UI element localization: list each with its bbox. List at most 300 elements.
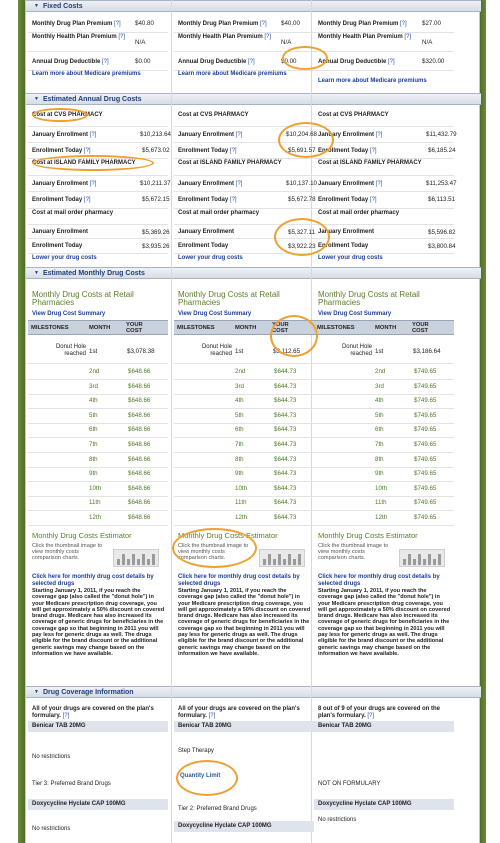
island-january-value: $10,211.37 <box>140 180 171 187</box>
cvs-today-value: $5,673.02 <box>142 147 170 154</box>
row-divider <box>174 423 314 424</box>
fixed-cost-value: $0.00 <box>281 58 297 65</box>
month-cell: 7th <box>375 441 384 448</box>
cost-cell: $749.65 <box>414 514 437 521</box>
help-icon[interactable]: [?] <box>114 21 121 27</box>
label-text: Monthly Health Plan Premium <box>32 34 119 40</box>
row-divider <box>28 437 168 438</box>
mail-january-value: $5,369.26 <box>142 229 170 236</box>
restriction-text: No restrictions <box>318 817 357 823</box>
cost-cell: $749.65 <box>414 397 437 405</box>
row-divider <box>314 363 454 364</box>
right-green-border <box>480 0 500 843</box>
highlight-oval <box>32 108 88 122</box>
january-enrollment-label: January Enrollment <box>32 229 89 235</box>
row-divider <box>28 126 168 127</box>
row-divider <box>28 363 168 364</box>
donut-hole-label: Donut Hole reached <box>341 344 372 357</box>
fixed-cost-label <box>32 55 109 68</box>
row-divider <box>174 158 314 159</box>
month-cell: 8th <box>375 455 384 463</box>
coverage-summary-text: All of your drugs are covered on the plan's formulary. <box>32 706 154 719</box>
help-icon[interactable]: [?] <box>369 197 377 203</box>
health-plan-premium-label <box>318 34 416 41</box>
cost-cell: $648.66 <box>128 484 151 492</box>
monthly-costs-header[interactable] <box>26 267 481 279</box>
enrollment-today-label-text: Enrollment Today <box>318 197 370 203</box>
month-cell: 4th <box>235 397 244 405</box>
cvs-pharmacy-label: Cost at CVS PHARMACY <box>318 112 389 118</box>
label-text: Monthly Health Plan Premium <box>318 34 405 40</box>
island-pharmacy-label: Cost at ISLAND FAMILY PHARMACY <box>32 160 136 166</box>
month-cell: 1st <box>235 348 244 355</box>
your-cost-header: YOUR COST <box>412 322 429 334</box>
restriction-text: No restrictions <box>32 754 71 760</box>
help-icon[interactable]: [?] <box>264 34 272 40</box>
row-divider <box>314 158 454 159</box>
coverage-summary-text: 8 out of 9 of your drugs are covered on the plan's formulary. <box>318 706 441 719</box>
highlight-oval <box>274 218 330 256</box>
view-drug-cost-summary-link[interactable]: View Drug Cost Summary <box>318 311 392 317</box>
fixed-cost-label-text: Monthly Drug Plan Premium <box>178 21 261 27</box>
tier-text: NOT ON FORMULARY <box>318 781 381 787</box>
month-cell: 4th <box>89 397 98 405</box>
row-divider <box>174 467 314 468</box>
row-divider <box>28 253 168 254</box>
cvs-january-value: $10,213.64 <box>140 131 171 138</box>
fixed-cost-label-text: Annual Drug Deductible <box>32 59 103 65</box>
fixed-cost-label <box>178 17 267 30</box>
month-cell: 2nd <box>375 368 386 375</box>
cost-cell: $3,186.64 <box>413 348 441 355</box>
row-divider <box>314 253 454 254</box>
january-enrollment-label <box>32 128 96 141</box>
collapse-triangle-icon: ▼ <box>34 3 39 9</box>
cost-cell: $644.73 <box>274 397 297 405</box>
thumbnail-chart[interactable] <box>259 549 305 567</box>
island-pharmacy-label: Cost at ISLAND FAMILY PHARMACY <box>318 160 422 166</box>
cost-cell: $648.66 <box>128 470 151 478</box>
cost-cell: $644.73 <box>274 499 297 507</box>
estimator-title: Monthly Drug Costs Estimator <box>318 531 418 540</box>
month-cell: 2nd <box>235 368 246 375</box>
cost-cell: $644.73 <box>274 368 297 375</box>
row-divider <box>314 191 454 192</box>
help-icon[interactable]: [?] <box>208 713 216 719</box>
lower-drug-costs-link[interactable]: Lower your drug costs <box>318 255 383 261</box>
month-cell: 4th <box>375 397 384 405</box>
row-divider <box>28 32 168 33</box>
row-divider <box>314 481 454 482</box>
help-icon[interactable]: [?] <box>83 148 91 154</box>
january-enrollment-label: January Enrollment <box>178 229 235 235</box>
drug-name-row: Doxycycline Hyclate CAP 100MG <box>314 799 454 810</box>
cost-cell: $648.66 <box>128 514 151 521</box>
estimator-title: Monthly Drug Costs Estimator <box>32 531 132 540</box>
help-icon[interactable]: [?] <box>388 59 395 65</box>
row-divider <box>174 496 314 497</box>
coverage-header[interactable] <box>26 686 481 698</box>
month-cell: 3rd <box>235 382 244 390</box>
row-divider <box>174 510 314 511</box>
row-divider <box>174 379 314 380</box>
cost-cell: $3,078.38 <box>127 348 155 355</box>
enrollment-today-label-text: Enrollment Today <box>32 197 84 203</box>
month-cell: 7th <box>235 441 244 448</box>
january-enrollment-label-text: January Enrollment <box>318 132 376 138</box>
month-cell: 6th <box>235 426 244 434</box>
section-title: Estimated Monthly Drug Costs <box>42 270 145 277</box>
cost-cell: $644.73 <box>274 484 297 492</box>
cost-cell: $3,112.65 <box>273 348 301 355</box>
row-divider <box>314 423 454 424</box>
health-plan-premium-label <box>178 34 276 41</box>
month-cell: 11th <box>89 499 101 507</box>
thumbnail-bar <box>423 559 426 565</box>
mail-today-value: $3,922.23 <box>288 243 316 250</box>
month-header: MONTH <box>89 325 111 331</box>
monthly-drug-details-link[interactable]: Click here for monthly drug cost details by selected drugs <box>318 574 440 587</box>
help-icon[interactable]: [?] <box>229 148 237 154</box>
annual-costs-header[interactable] <box>26 93 481 105</box>
january-enrollment-label-text: January Enrollment <box>178 181 236 187</box>
row-divider <box>314 467 454 468</box>
fixed-costs-header[interactable] <box>26 0 481 12</box>
cost-cell: $648.66 <box>128 411 151 419</box>
thumbnail-bar <box>152 554 155 565</box>
cost-cell: $749.65 <box>414 411 437 419</box>
row-divider <box>174 437 314 438</box>
thumbnail-bar <box>433 559 436 565</box>
highlight-oval <box>32 155 154 171</box>
medicare-premiums-link[interactable]: Learn more about Medicare premiums <box>318 78 427 84</box>
cost-cell: $644.73 <box>274 514 297 521</box>
highlight-oval <box>270 315 318 357</box>
january-enrollment-label-text: January Enrollment <box>178 132 236 138</box>
row-divider <box>174 481 314 482</box>
plan-comparison-panel <box>25 0 480 843</box>
highlight-oval <box>176 760 238 796</box>
row-divider <box>174 208 314 209</box>
fixed-cost-label-text: Monthly Drug Plan Premium <box>32 21 115 27</box>
mail-january-value: $5,327.11 <box>288 229 316 236</box>
month-cell: 10th <box>235 484 248 492</box>
estimator-title: Monthly Drug Costs Estimator <box>178 531 278 540</box>
island-january-value: $11,253.47 <box>426 180 457 187</box>
label-text: Monthly Health Plan Premium <box>178 34 265 40</box>
help-icon[interactable]: [?] <box>367 713 374 719</box>
monthly-drug-details-link[interactable]: Click here for monthly drug cost details by selected drugs <box>32 574 154 587</box>
collapse-triangle-icon: ▼ <box>34 270 39 276</box>
medicare-premiums-link[interactable]: Learn more about Medicare premiums <box>178 71 287 77</box>
row-divider <box>314 496 454 497</box>
health-plan-premium-label <box>32 34 130 41</box>
fixed-cost-value: N/A <box>281 39 292 46</box>
view-drug-cost-summary-link[interactable]: View Drug Cost Summary <box>32 311 106 317</box>
month-cell: 9th <box>89 470 98 478</box>
restriction-text: Step Therapy <box>178 748 214 754</box>
view-drug-cost-summary-link[interactable]: View Drug Cost Summary <box>178 311 252 317</box>
thumbnail-bar <box>428 554 431 565</box>
cost-cell: $648.66 <box>128 441 151 448</box>
row-divider <box>174 175 314 176</box>
cost-cell: $648.66 <box>128 426 151 434</box>
cost-cell: $648.66 <box>128 368 151 375</box>
milestones-header: MILESTONES <box>317 325 355 331</box>
row-divider <box>28 379 168 380</box>
thumbnail-chart[interactable] <box>399 549 445 567</box>
thumbnail-bar <box>298 554 301 565</box>
row-divider <box>28 467 168 468</box>
milestones-header: MILESTONES <box>31 325 69 331</box>
thumbnail-bar <box>122 554 125 565</box>
cost-cell: $749.65 <box>414 382 437 390</box>
coverage-summary <box>178 706 314 720</box>
fixed-cost-value: N/A <box>422 39 433 46</box>
monthly-drug-details-link[interactable]: Click here for monthly drug cost details by selected drugs <box>178 574 300 587</box>
island-pharmacy-label: Cost at ISLAND FAMILY PHARMACY <box>178 160 282 166</box>
cvs-january-value: $10,204.68 <box>286 131 317 138</box>
cost-cell: $644.73 <box>274 455 297 463</box>
thumbnail-hint: Click the thumbnail image to view monthly costs comparison charts. <box>32 543 103 562</box>
row-divider <box>314 51 454 52</box>
help-icon[interactable]: [?] <box>118 34 126 40</box>
month-cell: 2nd <box>89 368 100 375</box>
row-divider <box>28 496 168 497</box>
january-enrollment-label: January Enrollment <box>318 229 375 235</box>
coverage-gap-text: Starting January 1, 2011, if you reach the coverage gap (also called the "donut hole") in your Medicare prescription drug coverage, you will get approximately a 50% discount on covered brand drugs. Medicare has also increased its coverage of generic drugs for beneficiaries in the coverage gap so that beginning in 2011 you will pay less for generic drugs as well. The drugs eligible for the brand discount or the additional generic savings may change based on the information we have available. <box>178 588 311 657</box>
row-divider <box>314 525 454 526</box>
row-divider <box>174 525 314 526</box>
enrollment-today-label-text: Enrollment Today <box>178 148 230 154</box>
fixed-cost-value: $320.00 <box>422 58 445 65</box>
enrollment-today-label: Enrollment Today <box>32 243 83 249</box>
january-enrollment-label <box>32 177 96 190</box>
help-icon[interactable]: [?] <box>89 132 97 138</box>
month-cell: 1st <box>375 348 384 355</box>
help-icon[interactable]: [?] <box>369 148 377 154</box>
island-today-value: $6,113.51 <box>428 196 456 203</box>
enrollment-today-label <box>318 193 377 206</box>
tier-text: Tier 3: Preferred Brand Drugs <box>32 781 111 787</box>
row-divider <box>28 481 168 482</box>
mail-order-label: Cost at mail order pharmacy <box>32 210 114 216</box>
cvs-january-value: $11,432.79 <box>426 131 457 138</box>
mail-today-value: $3,800.84 <box>428 243 456 250</box>
row-divider <box>314 394 454 395</box>
lower-drug-costs-link[interactable]: Lower your drug costs <box>32 255 97 261</box>
thumbnail-bar <box>127 559 130 565</box>
help-icon[interactable]: [?] <box>400 21 407 27</box>
enrollment-today-label <box>178 144 237 157</box>
month-cell: 10th <box>375 484 388 492</box>
thumbnail-bar <box>408 554 411 565</box>
month-cell: 9th <box>375 470 384 478</box>
fixed-cost-value: $0.00 <box>135 58 151 65</box>
month-cell: 11th <box>235 499 247 507</box>
section-title: Estimated Annual Drug Costs <box>42 96 142 103</box>
drug-name-row: Doxycycline Hyclate CAP 100MG <box>174 821 314 832</box>
row-divider <box>28 408 168 409</box>
monthly-costs-title: Monthly Drug Costs at Retail Pharmacies <box>178 290 280 307</box>
thumbnail-chart[interactable] <box>113 549 159 567</box>
fixed-cost-value: $40.00 <box>281 20 300 27</box>
january-enrollment-label <box>178 177 242 190</box>
month-cell: 8th <box>235 455 244 463</box>
fixed-cost-label-text: Annual Drug Deductible <box>178 59 249 65</box>
help-icon[interactable]: [?] <box>235 181 243 187</box>
coverage-summary-text: All of your drugs are covered on the plan's formulary. <box>178 706 300 719</box>
thumbnail-bar <box>403 559 406 565</box>
cost-cell: $749.65 <box>414 426 437 434</box>
section-title: Drug Coverage Information <box>42 689 134 696</box>
cost-cell: $749.65 <box>414 484 437 492</box>
enrollment-today-label: Enrollment Today <box>318 243 369 249</box>
fixed-cost-value: $27.00 <box>422 20 441 27</box>
quantity-limit-link[interactable]: Quantity Limit <box>180 773 221 779</box>
mail-order-label: Cost at mail order pharmacy <box>178 210 260 216</box>
fixed-cost-label <box>318 55 395 68</box>
row-divider <box>28 238 168 239</box>
medicare-premiums-link[interactable]: Learn more about Medicare premiums <box>32 71 141 77</box>
month-cell: 11th <box>375 499 387 507</box>
cost-cell: $644.73 <box>274 411 297 419</box>
row-divider <box>314 437 454 438</box>
month-header: MONTH <box>235 325 257 331</box>
row-divider <box>28 175 168 176</box>
help-icon[interactable]: [?] <box>102 59 109 65</box>
milestones-table-header <box>314 320 454 335</box>
month-cell: 1st <box>89 348 98 355</box>
row-divider <box>174 363 314 364</box>
help-icon[interactable]: [?] <box>248 59 255 65</box>
monthly-costs-title: Monthly Drug Costs at Retail Pharmacies <box>318 290 420 307</box>
island-january-value: $10,137.10 <box>286 180 317 187</box>
mail-january-value: $5,596.82 <box>428 229 456 236</box>
thumbnail-bar <box>147 559 150 565</box>
enrollment-today-label <box>32 193 91 206</box>
cost-cell: $644.73 <box>274 441 297 448</box>
thumbnail-bar <box>268 554 271 565</box>
your-cost-header: YOUR COST <box>126 322 143 334</box>
section-title: Fixed Costs <box>42 3 83 10</box>
month-cell: 5th <box>89 411 98 419</box>
donut-hole-label: Donut Hole reached <box>55 344 86 357</box>
highlight-oval <box>172 528 257 568</box>
january-enrollment-label <box>178 128 242 141</box>
help-icon[interactable]: [?] <box>229 197 237 203</box>
help-icon[interactable]: [?] <box>235 132 243 138</box>
row-divider <box>28 51 168 52</box>
cost-cell: $648.66 <box>128 499 151 507</box>
enrollment-today-label <box>178 193 237 206</box>
thumbnail-bar <box>283 559 286 565</box>
row-divider <box>314 452 454 453</box>
row-divider <box>174 408 314 409</box>
cvs-today-value: $5,691.57 <box>288 147 316 154</box>
row-divider <box>314 70 454 71</box>
tier-text: Tier 2: Preferred Brand Drugs <box>178 806 257 812</box>
row-divider <box>28 142 168 143</box>
month-cell: 12th <box>89 514 102 521</box>
row-divider <box>314 224 454 225</box>
january-enrollment-label-text: January Enrollment <box>32 132 90 138</box>
help-icon[interactable]: [?] <box>375 181 383 187</box>
drug-name-row: Benicar TAB 20MG <box>174 721 314 732</box>
row-divider <box>314 175 454 176</box>
thumbnail-bar <box>438 554 441 565</box>
cost-cell: $644.73 <box>274 426 297 434</box>
fixed-cost-value: $40.80 <box>135 20 154 27</box>
drug-name-row: Benicar TAB 20MG <box>314 721 454 732</box>
month-cell: 9th <box>235 470 244 478</box>
help-icon[interactable]: [?] <box>89 181 97 187</box>
month-header: MONTH <box>375 325 397 331</box>
month-cell: 5th <box>235 411 244 419</box>
lower-drug-costs-link[interactable]: Lower your drug costs <box>178 255 243 261</box>
highlight-oval <box>278 122 334 158</box>
donut-hole-label: Donut Hole reached <box>201 344 232 357</box>
row-divider <box>174 191 314 192</box>
thumbnail-hint: Click the thumbnail image to view monthly costs comparison charts. <box>318 543 389 562</box>
help-icon[interactable]: [?] <box>83 197 91 203</box>
january-enrollment-label-text: January Enrollment <box>32 181 90 187</box>
cost-cell: $749.65 <box>414 441 437 448</box>
thumbnail-bar <box>117 559 120 565</box>
row-divider <box>314 510 454 511</box>
month-cell: 3rd <box>375 382 384 390</box>
cost-cell: $644.73 <box>274 382 297 390</box>
help-icon[interactable]: [?] <box>375 132 383 138</box>
restriction-text: No restrictions <box>32 826 71 832</box>
row-divider <box>28 510 168 511</box>
drug-name-row: Benicar TAB 20MG <box>28 721 168 732</box>
row-divider <box>28 191 168 192</box>
row-divider <box>314 126 454 127</box>
thumbnail-bar <box>418 554 421 565</box>
thumbnail-bar <box>413 559 416 565</box>
cvs-today-value: $6,185.24 <box>428 147 456 154</box>
month-cell: 7th <box>89 441 98 448</box>
help-icon[interactable]: [?] <box>260 21 267 27</box>
row-divider <box>28 208 168 209</box>
month-cell: 10th <box>89 484 102 492</box>
help-icon[interactable]: [?] <box>404 34 412 40</box>
thumbnail-bar <box>278 554 281 565</box>
cost-cell: $749.65 <box>414 499 437 507</box>
enrollment-today-label-text: Enrollment Today <box>32 148 84 154</box>
left-green-border <box>0 0 25 843</box>
row-divider <box>174 394 314 395</box>
help-icon[interactable]: [?] <box>62 713 70 719</box>
island-today-value: $5,672.78 <box>288 196 316 203</box>
thumbnail-bar <box>132 554 135 565</box>
coverage-gap-text: Starting January 1, 2011, if you reach the coverage gap (also called the "donut hole") in your Medicare prescription drug coverage, you will get approximately a 50% discount on covered brand drugs. Medicare has also increased its coverage of generic drugs for beneficiaries in the coverage gap so that beginning in 2011 you will pay less for generic drugs as well. The drugs eligible for the brand discount or the additional generic savings may change based on the information we have available. <box>318 588 451 657</box>
cost-cell: $749.65 <box>414 455 437 463</box>
thumbnail-bar <box>142 554 145 565</box>
thumbnail-bar <box>263 559 266 565</box>
collapse-triangle-icon: ▼ <box>34 96 39 102</box>
month-cell: 3rd <box>89 382 98 390</box>
row-divider <box>314 408 454 409</box>
month-cell: 5th <box>375 411 384 419</box>
cost-cell: $749.65 <box>414 368 437 375</box>
row-divider <box>28 423 168 424</box>
cost-cell: $648.66 <box>128 397 151 405</box>
fixed-cost-label-text: Monthly Drug Plan Premium <box>318 21 401 27</box>
thumbnail-hint: Click the thumbnail image to view monthly costs comparison charts. <box>178 543 249 562</box>
thumbnail-bar <box>288 554 291 565</box>
